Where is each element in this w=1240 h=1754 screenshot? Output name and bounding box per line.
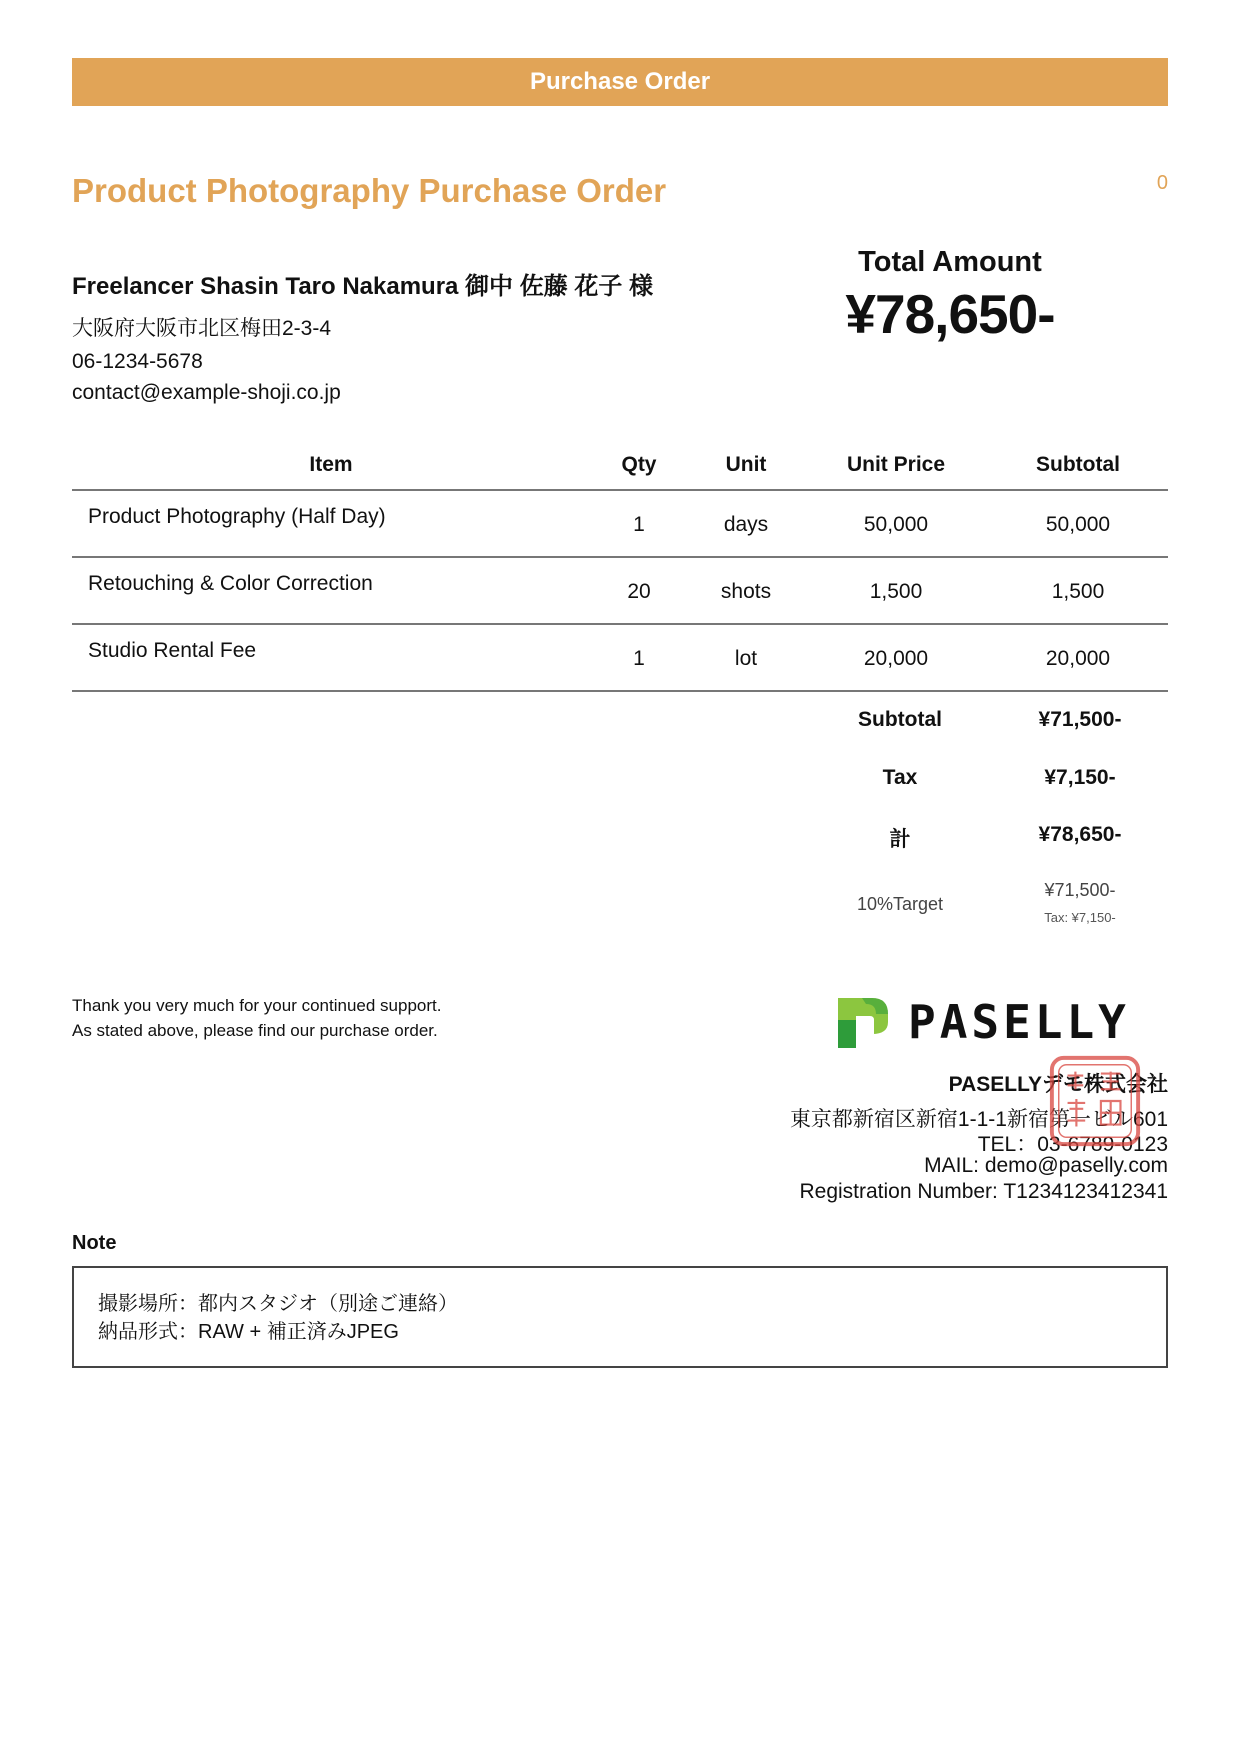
total-amount-value: ¥78,650- <box>845 283 1055 345</box>
column-header-unit-price: Unit Price <box>804 440 988 490</box>
recipient-name: Freelancer Shasin Taro Nakamura 御中 佐藤 花子 様 <box>72 273 654 300</box>
item-unit-price: 50,000 <box>804 490 988 557</box>
closing-message-line: As stated above, please find our purchase order. <box>72 1021 438 1040</box>
summary-tax-label: Tax <box>882 766 918 789</box>
item-name: Studio Rental Fee <box>72 624 590 691</box>
recipient-address: 大阪府大阪市北区梅田2-3-4 <box>72 317 332 340</box>
banner-text: Purchase Order <box>529 68 711 95</box>
summary-tax-value: ¥7,150- <box>1044 766 1116 789</box>
total-amount-label: Total Amount <box>858 246 1042 278</box>
summary-subtotal-value: ¥71,500- <box>1038 708 1122 731</box>
tax-rate-label: 10%Target <box>856 894 944 914</box>
table-header-row <box>72 440 1168 490</box>
issuer-name: PASELLYデモ株式会社 <box>948 1073 1168 1096</box>
item-unit-price: 1,500 <box>804 557 988 624</box>
item-name: Product Photography (Half Day) <box>72 490 590 557</box>
note-line: 納品形式：RAW + 補正済みJPEG <box>98 1321 399 1343</box>
document-type-banner <box>72 58 1168 106</box>
column-header-subtotal: Subtotal <box>988 440 1168 490</box>
summary-total-row <box>820 823 1180 853</box>
item-unit: days <box>688 490 804 557</box>
summary-total-label: 計 <box>889 828 911 851</box>
note-label: Note <box>72 1232 117 1254</box>
paselly-logo <box>836 990 1172 1050</box>
line-items-table <box>72 440 1168 692</box>
document-number: 0 <box>1156 172 1168 194</box>
item-qty: 1 <box>590 490 688 557</box>
paselly-logo-mark-icon <box>838 998 888 1048</box>
table-row <box>72 557 1168 624</box>
tax-breakdown-amount: Tax: ¥7,150- <box>1044 910 1116 925</box>
recipient-email: contact@example-shoji.co.jp <box>72 381 341 404</box>
summary-subtotal-row <box>820 708 1180 732</box>
paselly-logo-text: PASELLY <box>908 995 1130 1049</box>
document-title: Product Photography Purchase Order <box>72 172 667 209</box>
note-box <box>72 1266 1168 1368</box>
issuer-registration-number: Registration Number: T1234123412341 <box>799 1180 1168 1203</box>
column-header-unit: Unit <box>688 440 804 490</box>
issuer-address: 東京都新宿区新宿1-1-1新宿第一ビル601 <box>789 1108 1168 1131</box>
closing-message-line: Thank you very much for your continued support. <box>72 996 442 1015</box>
item-subtotal: 1,500 <box>988 557 1168 624</box>
note-line: 撮影場所：都内スタジオ（別途ご連絡） <box>98 1293 458 1315</box>
column-header-qty: Qty <box>590 440 688 490</box>
taxable-amount: ¥71,500- <box>1044 880 1116 900</box>
item-qty: 1 <box>590 624 688 691</box>
summary-tax-row <box>820 766 1180 790</box>
summary-subtotal-label: Subtotal <box>858 708 942 731</box>
table-row <box>72 624 1168 691</box>
item-qty: 20 <box>590 557 688 624</box>
issuer-tel: TEL：03-6789-0123 <box>977 1133 1168 1156</box>
company-seal-stamp-icon <box>1046 1052 1144 1150</box>
summary-total-value: ¥78,650- <box>1038 823 1122 846</box>
item-name: Retouching & Color Correction <box>72 557 590 624</box>
item-subtotal: 20,000 <box>988 624 1168 691</box>
table-row <box>72 490 1168 557</box>
item-unit: shots <box>688 557 804 624</box>
column-header-item: Item <box>72 440 590 490</box>
item-subtotal: 50,000 <box>988 490 1168 557</box>
item-unit: lot <box>688 624 804 691</box>
recipient-phone: 06-1234-5678 <box>72 350 203 373</box>
item-unit-price: 20,000 <box>804 624 988 691</box>
issuer-mail: MAIL: demo@paselly.com <box>924 1154 1168 1177</box>
